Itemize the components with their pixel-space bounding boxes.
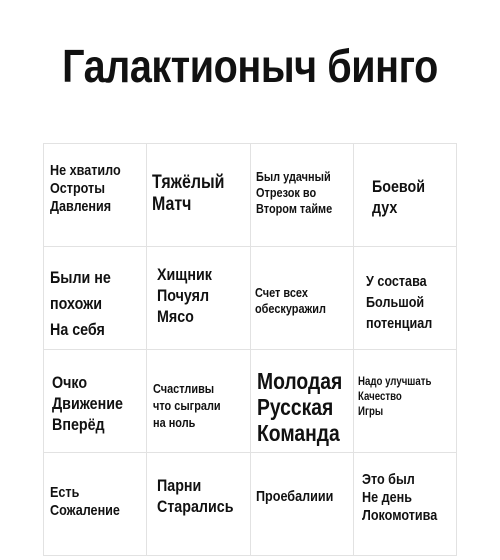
cell-text: Это был Не день Локомотива	[361, 471, 438, 524]
bingo-cell[interactable]	[354, 247, 457, 350]
cell-text: Счастливы что сыграли на ноль	[153, 381, 221, 430]
cell-text: Есть Сожаление	[50, 484, 120, 519]
bingo-cell[interactable]	[251, 247, 354, 350]
bingo-grid	[43, 143, 457, 556]
cell-text: Проебалиии	[255, 488, 333, 505]
bingo-cell[interactable]	[251, 144, 354, 247]
bingo-cell[interactable]	[44, 350, 147, 453]
cell-text: Счет всех обескуражил	[254, 285, 326, 316]
bingo-cell[interactable]	[251, 350, 354, 453]
bingo-cell[interactable]	[44, 247, 147, 350]
bingo-cell[interactable]	[354, 350, 457, 453]
bingo-cell[interactable]	[354, 453, 457, 556]
cell-text: Парни Старались	[157, 476, 234, 516]
cell-text: У состава Большой потенциал	[365, 273, 433, 332]
cell-text: Надо улучшать Качество Игры	[357, 376, 432, 418]
bingo-cell[interactable]	[44, 144, 147, 247]
bingo-cell[interactable]	[147, 247, 250, 350]
cell-text: Хищник Почуял Мясо	[157, 265, 213, 326]
bingo-cell[interactable]	[147, 453, 250, 556]
bingo-cell[interactable]	[147, 144, 250, 247]
bingo-cell[interactable]	[44, 453, 147, 556]
page-title: Галактионыч бинго	[62, 40, 438, 92]
cell-text: Тяжёлый Матч	[152, 172, 225, 215]
cell-text: Боевой дух	[371, 177, 425, 217]
bingo-cell[interactable]	[147, 350, 250, 453]
cell-text: Были не похожи На себя	[50, 268, 111, 339]
cell-text: Был удачный Отрезок во Втором тайме	[255, 169, 332, 216]
cell-text: Очко Движение Вперёд	[52, 373, 123, 434]
bingo-cell[interactable]	[354, 144, 457, 247]
cell-text: Молодая Русская Команда	[256, 368, 342, 446]
bingo-cell[interactable]	[251, 453, 354, 556]
cell-text: Не хватило Остроты Давления	[50, 162, 121, 215]
